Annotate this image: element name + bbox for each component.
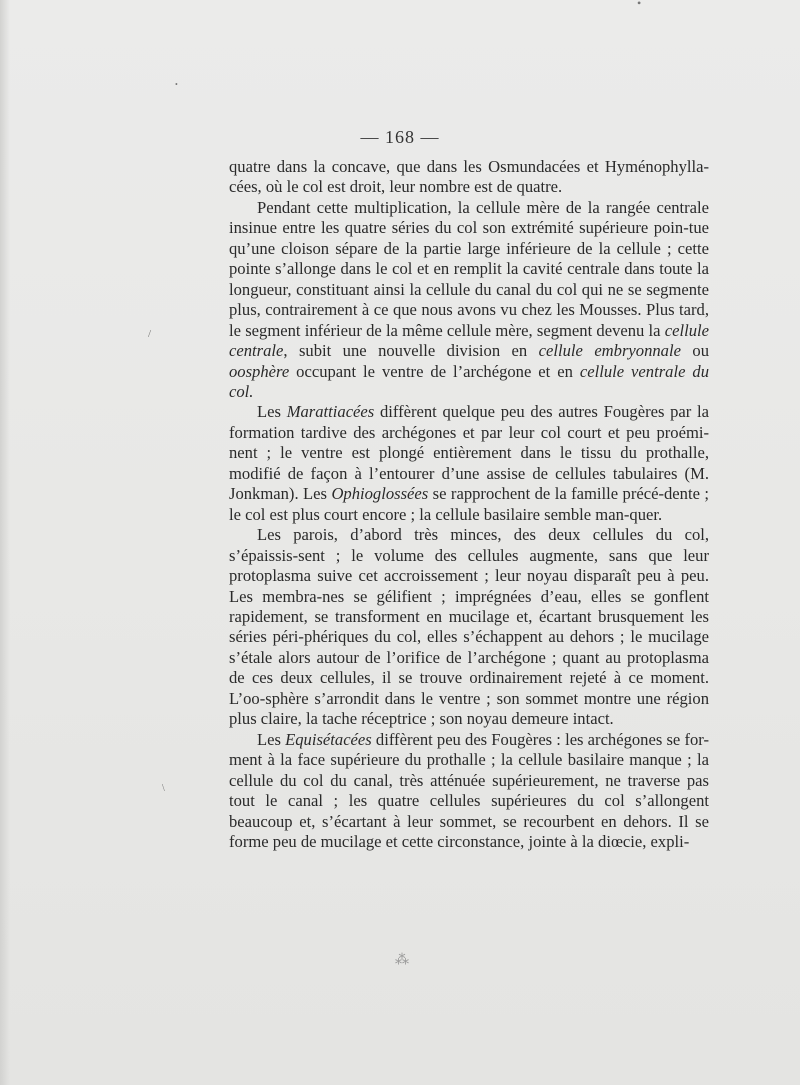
text-run: occupant le ventre de l’archégone et en [289,361,580,381]
body-text [229,157,709,852]
text-run: quatre dans la concave, que dans les Osmundacées et Hyménophylla-cées, où le col est droit, leur nombre est de quatre. [229,157,709,197]
text-run: Les [257,402,287,422]
page-edge-shadow [0,0,10,1085]
ink-speck: / [148,328,152,340]
italic-term: cellule ventrale du col. [229,361,709,401]
italic-term: Ophioglossées [331,484,429,504]
ink-speck: • [175,80,178,89]
text-run: , subit une nouvelle division en [283,341,539,361]
text-run: diffèrent peu des Fougères : les archégones se for-ment à la face supérieure du prothalle ; la cellule basilaire manque ; la cellule du col du canal, très atténuée supérieurement, ne traverse pas tout le canal ; les quatre cellules supérieures du col s’allongent beaucoup et, s’écartant à leur sommet, se recourbent en dehors. Il se forme peu de mucilage et cette circonstance, jointe à la diœcie, expli- [229,729,709,851]
text-run: ou [680,341,709,361]
paragraph [229,402,709,525]
paragraph [229,198,709,403]
ink-speck: \ [162,783,165,794]
italic-term: Equisétacées [285,729,372,749]
page-number: — 168 — [360,127,440,147]
bleed-through-mark: ⁂ [395,953,409,968]
paragraph [229,525,709,730]
paragraph [229,730,709,853]
italic-term: Marattiacées [286,402,375,422]
text-run: Les [257,729,286,749]
ink-speck: • [637,0,642,10]
text-run: Les parois, d’abord très minces, des deux cellules du col, s’épaissis-sent ; le volume des cellules augmente, sans que leur protoplasma suive cet accroissement ; leur noyau disparaît peu à peu. Les membra-nes se gélifient ; imprégnées d’eau, elles se gonflent rapidement, se transforment en mucilage et, écartant brusquement les séries péri-phériques du col, elles s’échappent au dehors ; le mucilage s’étale alors autour de l’orifice de l’archégone ; quant au protoplasma de ces deux cellules, il se trouve ordinairement rejeté à ce moment. L’oo-sphère s’arrondit dans le ventre ; son sommet montre une région plus claire, la tache réceptrice ; son noyau demeure intact. [229,525,709,729]
text-run: se rapprochent de la famille précé-dente ; le col est plus court encore ; la cellule basilaire semble man-quer. [229,484,709,524]
italic-term: cellule embryonnale [538,341,681,361]
text-run: Pendant cette multiplication, la cellule mère de la rangée centrale insinue entre les quatre séries du col son extrémité supérieure poin-tue qu’une cloison sépare de la partie large inférieure de la cellule ; cette pointe s’allonge dans le col et en remplit la cavité centrale dans toute la longueur, constituant ainsi la cellule du canal du col qui ne se segmente plus, contrairement à ce que nous avons vu chez les Mousses. Plus tard, le segment inférieur de la même cellule mère, segment devenu la [229,197,709,340]
text-run: diffèrent quelque peu des autres Fougères par la formation tardive des archégones et par leur col court et peu proémi-nent ; le ventre est plongé entièrement dans le tissu du prothalle, modifié de façon à l’entourer d’une assise de cellules tabulaires (M. Jonkman). Les [229,402,710,504]
paragraph [229,157,709,198]
italic-term: cellule centrale [229,320,709,361]
italic-term: oosphère [229,361,290,381]
